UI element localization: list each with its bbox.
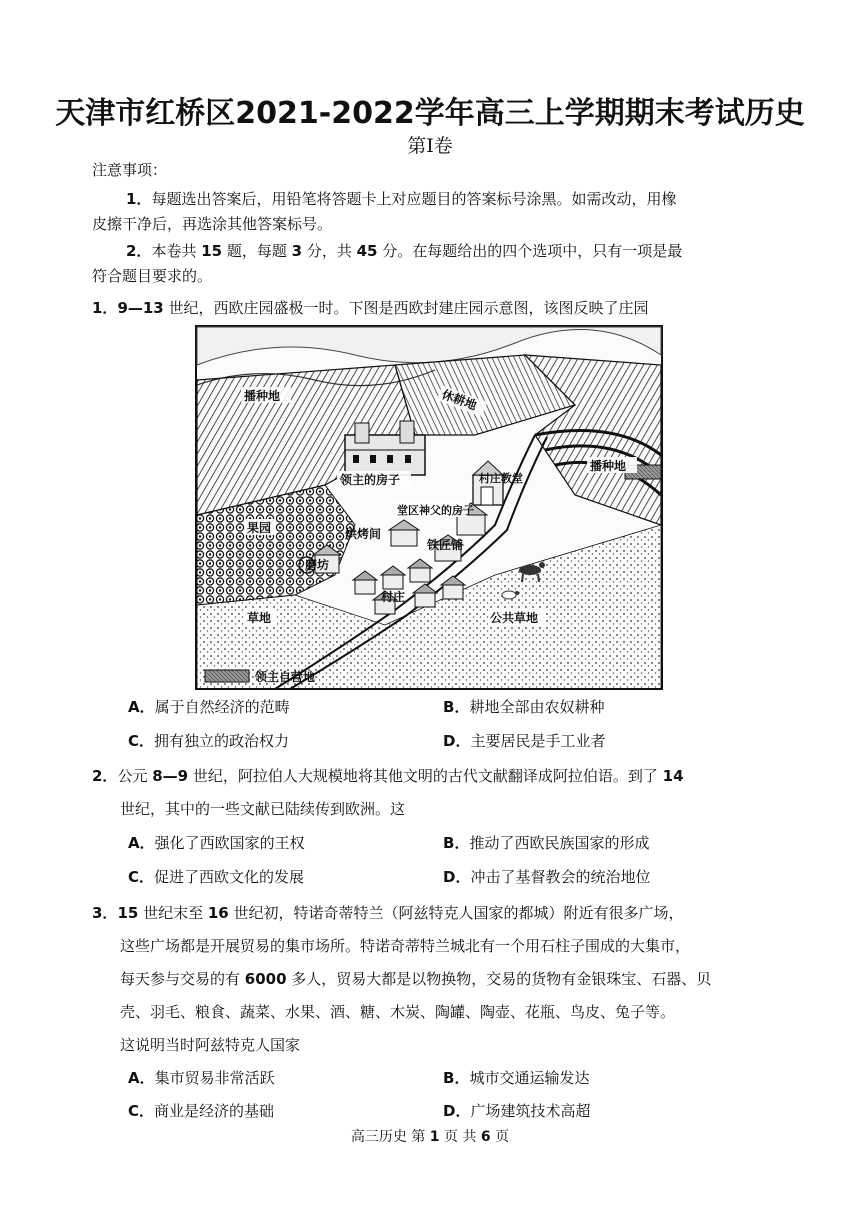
- label-smithy: 铁匠铺: [427, 538, 464, 552]
- question-3-line-4: 壳、羽毛、粮食、蔬菜、水果、酒、糖、木炭、陶罐、陶壶、花瓶、鸟皮、兔子等。: [120, 1003, 676, 1021]
- q1-option-d[interactable]: D．主要居民是手工业者: [443, 732, 606, 750]
- label-orchard: 果园: [247, 521, 272, 535]
- label-bakery: 烘烤间: [345, 527, 382, 541]
- q3-option-b[interactable]: B．城市交通运输发达: [443, 1069, 590, 1087]
- q3-option-d[interactable]: D．广场建筑技术高超: [443, 1102, 591, 1120]
- q1-option-a[interactable]: A．属于自然经济的范畴: [128, 698, 290, 716]
- current-page-number: 1: [429, 1129, 440, 1145]
- notice-item-2-cont: 符合题目要求的。: [92, 267, 213, 285]
- question-2-stem-cont: 世纪，其中的一些文献已陆续传到欧洲。这: [120, 800, 406, 818]
- notice-item-1-text: 每题选出答案后，用铅笔将答题卡上对应题目的答案标号涂黑。如需改动，用橡: [151, 190, 677, 208]
- label-priest-house: 堂区神父的房子: [397, 504, 474, 517]
- q2-option-c[interactable]: C．促进了西欧文化的发展: [128, 868, 305, 886]
- label-church: 村庄教堂: [479, 472, 523, 485]
- label-demesne: 领主自营地: [255, 670, 316, 684]
- page-footer: 高三历史 第 1 页 共 6 页: [350, 1129, 510, 1145]
- label-village: 村庄: [381, 590, 406, 604]
- exam-title: 天津市红桥区2021-2022学年高三上学期期末考试历史: [55, 96, 805, 131]
- q3-option-a[interactable]: A．集市贸易非常活跃: [128, 1069, 275, 1087]
- notice-item-1-cont: 皮擦干净后，再选涂其他答案标号。: [92, 215, 333, 233]
- q1-option-b[interactable]: B．耕地全部由农奴耕种: [443, 698, 605, 716]
- notice-item-1-number: 1．: [126, 190, 152, 208]
- label-sowing-2: 播种地: [590, 459, 627, 473]
- question-2-stem: 2．公元 8—9 世纪，阿拉伯人大规模地将其他文明的古代文献翻译成阿拉伯语。到了 14: [92, 767, 684, 785]
- exam-section: 第Ⅰ卷: [407, 135, 453, 157]
- label-mill: 磨坊: [305, 558, 330, 572]
- label-fallow: 休耕地: [439, 387, 479, 413]
- label-common-meadow: 公共草地: [490, 611, 539, 625]
- label-sowing-1: 播种地: [244, 389, 281, 403]
- q3-option-c[interactable]: C．商业是经济的基础: [128, 1102, 275, 1120]
- question-3-line-5: 这说明当时阿兹特克人国家: [120, 1036, 301, 1054]
- notice-heading: 注意事项：: [92, 161, 168, 179]
- label-meadow: 草地: [247, 611, 272, 625]
- manor-illustration: [195, 325, 663, 690]
- question-1-stem: 1．9—13 世纪，西欧庄园盛极一时。下图是西欧封建庄园示意图，该图反映了庄园: [92, 299, 649, 317]
- q2-option-d[interactable]: D．冲击了基督教会的统治地位: [443, 868, 651, 886]
- question-3-line-2: 这些广场都是开展贸易的集市场所。特诺奇蒂特兰城北有一个用石柱子围成的大集市，: [120, 937, 691, 955]
- q2-option-a[interactable]: A．强化了西欧国家的王权: [128, 834, 305, 852]
- q1-option-c[interactable]: C．拥有独立的政治权力: [128, 732, 290, 750]
- total-pages: 6: [480, 1129, 491, 1145]
- label-lord-house: 领主的房子: [340, 473, 401, 487]
- notice-item-2: 2．本卷共 15 题，每题 3 分，共 45 分。在每题给出的四个选项中，只有一项是最: [126, 242, 683, 260]
- question-3-line-3: 每天参与交易的有 6000 多人，贸易大都是以物换物，交易的货物有金银珠宝、石器、贝: [120, 970, 712, 988]
- question-3-stem: 3．15 世纪末至 16 世纪初，特诺奇蒂特兰（阿兹特克人国家的都城）附近有很多广场，: [92, 904, 684, 922]
- q2-option-b[interactable]: B．推动了西欧民族国家的形成: [443, 834, 650, 852]
- demesne-legend-swatch: [205, 670, 249, 682]
- notice-item-1: [126, 189, 676, 209]
